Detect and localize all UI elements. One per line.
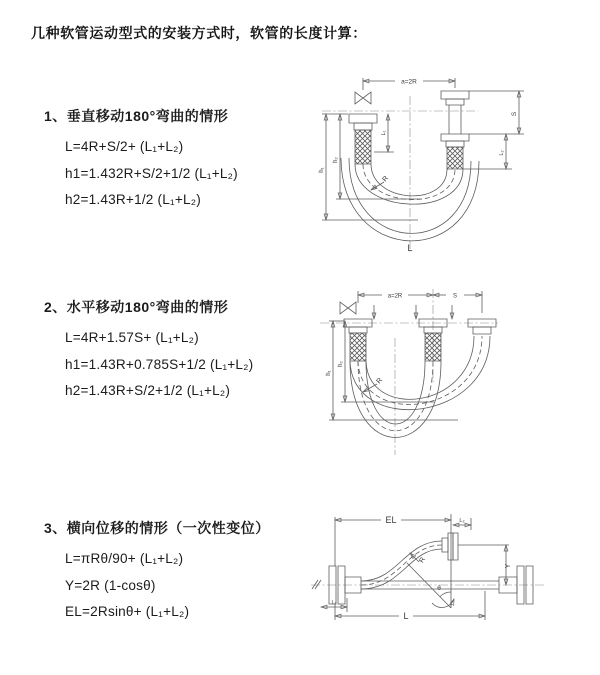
valve-icon [355,92,371,104]
dimension-s [469,91,524,134]
section-1-formulas [44,134,238,214]
page-title: 几种软管运动型式的安装方式时，软管的长度计算： [31,25,367,41]
s-label: S [511,111,518,117]
centerlines [320,289,498,455]
fitting-tick-marks [374,305,452,319]
valve-icon [340,302,356,314]
top-flange [442,533,458,560]
s-label: S [452,293,458,300]
section-2-heading: 2、水平移动180°弯曲的情形 [44,299,229,315]
left-fitting [349,114,377,164]
dimension-l1 [321,598,347,612]
length-label: L [407,243,413,253]
formula-el: EL=2Rsinθ+ (L₁+L₂) [65,604,190,619]
diagram-horizontal-180-bend [312,283,542,463]
dimension-span-2r [363,78,455,90]
y-label: Y [505,563,512,569]
el-label: EL [385,515,397,525]
h2-label: h₂ [333,157,339,163]
formula-h1: h1=1.43R+0.785S+1/2 (L₁+L₂) [65,356,254,372]
l1-label: L₁ [331,600,337,606]
section-2-formulas [44,325,253,405]
formula-length: L=πRθ/90+ (L₁+L₂) [65,551,184,566]
dimension-length [335,591,485,621]
right-fitting [468,319,496,334]
l2-label: L₂ [499,150,505,156]
formula-length: L=4R+S/2+ (L₁+L₂) [65,139,184,154]
formula-h1: h1=1.432R+S/2+1/2 (L₁+L₂) [65,165,238,181]
formula-h2: h2=1.43R+S/2+1/2 (L₁+L₂) [65,383,231,398]
formula-y: Y=2R (1-cosθ) [65,577,156,593]
h1-label: h₁ [319,167,325,173]
h1-label: h₁ [326,370,332,376]
section-3-heading: 3、横向位移的情形（一次性变位） [44,520,270,536]
dimension-s [433,294,482,300]
diagram-vertical-180-bend [310,66,530,258]
break-mark [312,580,321,589]
section-3-formulas [44,546,270,626]
formula-h2: h2=1.43R+1/2 (L₁+L₂) [65,192,201,207]
diagram-lateral-displacement [303,500,558,650]
span-label: a=2R [387,293,403,300]
right-fitting [441,91,469,169]
section-1-heading: 1、垂直移动180°弯曲的情形 [44,108,229,124]
formula-length: L=4R+1.57S+ (L₁+L₂) [65,330,199,345]
section-lateral-displacement [44,518,270,626]
dimension-span-2r [358,291,482,313]
radius-label: R [381,174,391,184]
hose-curves-initial [350,361,441,438]
dimension-l2 [453,518,471,530]
radius-label: R [375,376,385,386]
l1-label: L₁ [381,130,387,136]
theta-label: θ [437,585,441,592]
h2-label: h₂ [338,361,344,367]
section-horizontal-movement [44,297,253,405]
length-label: L [403,611,409,621]
span-label: a=2R [401,78,417,86]
dimension-y [458,545,512,585]
radius-label: R [418,556,427,565]
section-vertical-movement [44,106,238,214]
l2-label: L₂ [459,518,465,524]
displaced-hose-curve [361,541,442,589]
dimension-l2 [463,134,512,169]
dimension-el [335,515,451,566]
left-fitting [344,319,372,361]
radius-callout [410,553,427,564]
